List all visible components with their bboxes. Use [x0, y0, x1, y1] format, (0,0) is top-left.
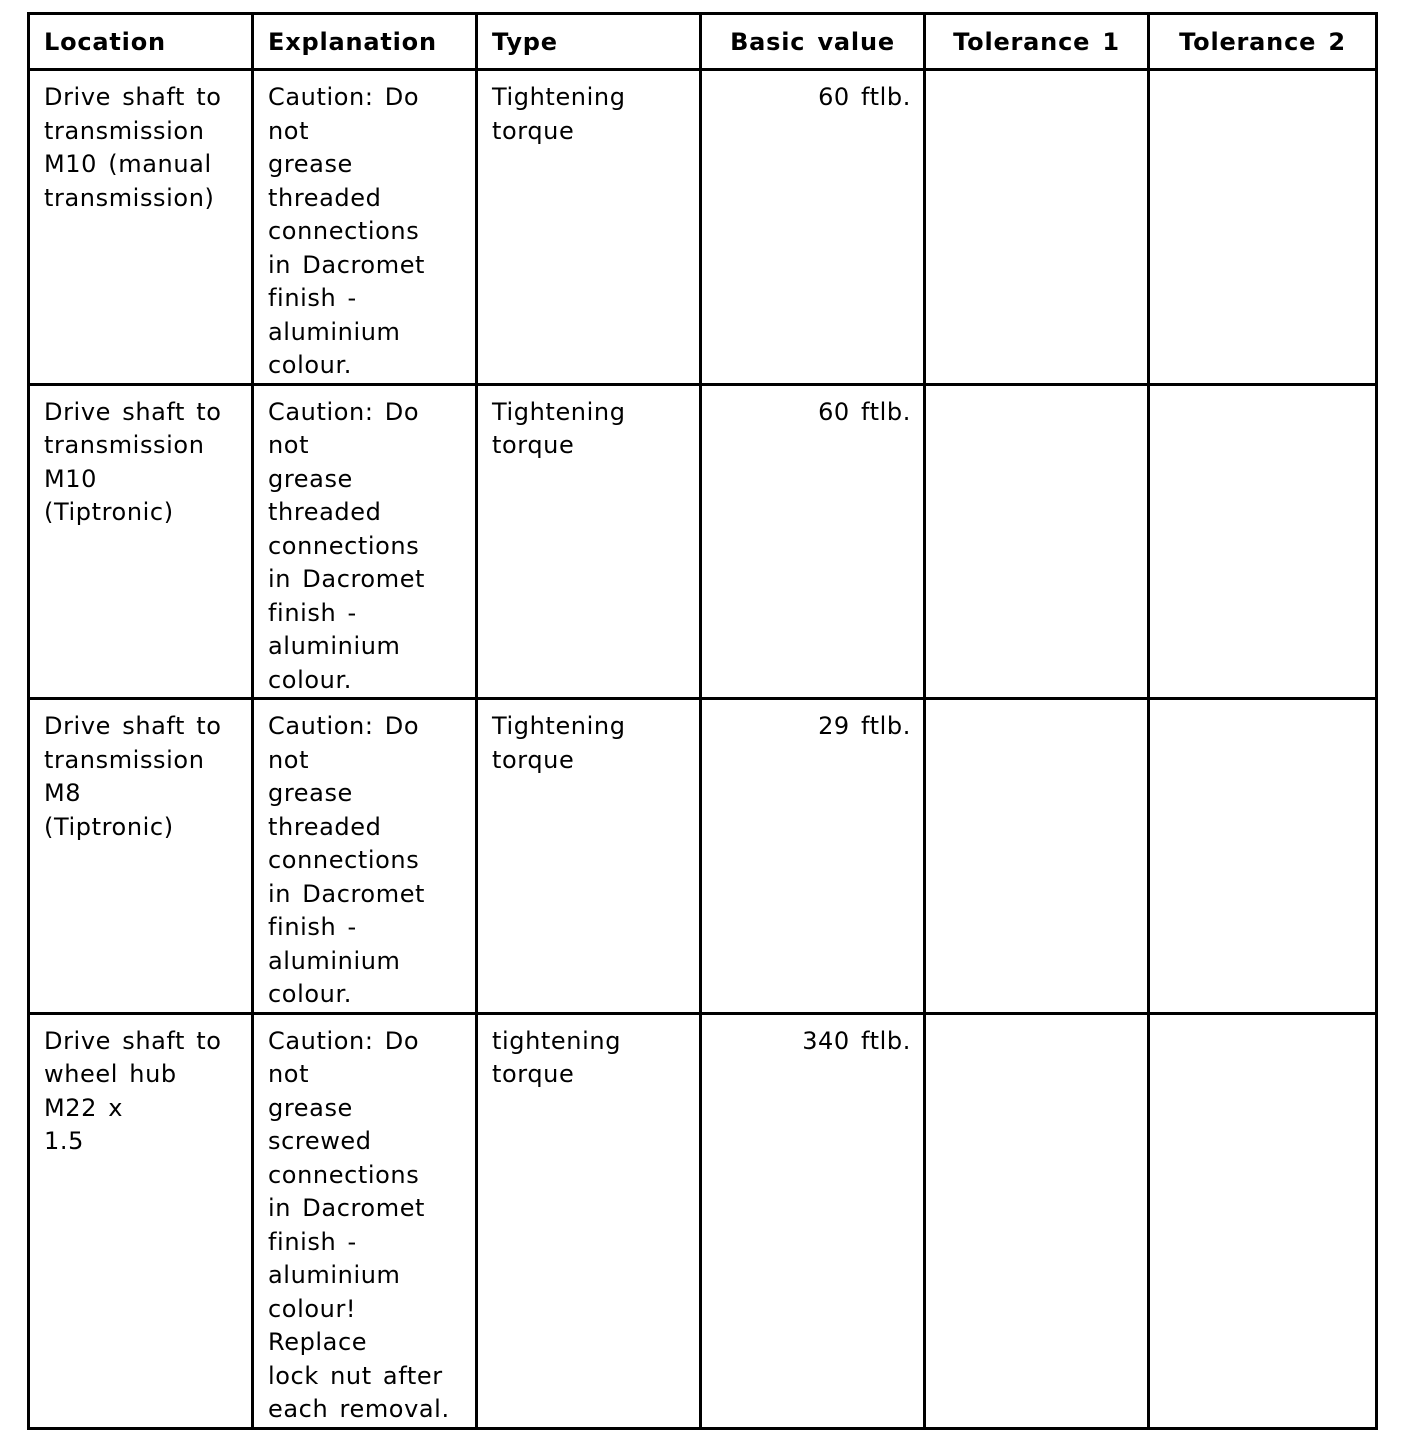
cell-location — [29, 1013, 253, 1428]
cell-explanation — [253, 699, 477, 1014]
cell-tolerance-1 — [925, 699, 1149, 1014]
cell-basic-value — [701, 384, 925, 699]
cell-tolerance-1 — [925, 70, 1149, 385]
header-basic-value: Basic value — [701, 14, 925, 70]
cell-tolerance-1 — [925, 1013, 1149, 1428]
explanation-text: Caution: Do not grease threaded connections in Dacromet finish - aluminium colour. — [268, 712, 426, 1008]
cell-explanation — [253, 384, 477, 699]
table-row — [29, 70, 1377, 385]
table-row — [29, 384, 1377, 699]
location-text: Drive shaft to transmission M10 (Tiptronic) — [44, 397, 222, 526]
table-row — [29, 699, 1377, 1014]
cell-explanation — [253, 70, 477, 385]
cell-type — [477, 1013, 701, 1428]
header-explanation: Explanation — [253, 14, 477, 70]
cell-tolerance-1 — [925, 384, 1149, 699]
cell-tolerance-2 — [1149, 699, 1377, 1014]
cell-explanation — [253, 1013, 477, 1428]
explanation-text: Caution: Do not grease threaded connections in Dacromet finish - aluminium colour. — [268, 397, 426, 694]
header-tolerance-1: Tolerance 1 — [925, 14, 1149, 70]
header-tolerance-2: Tolerance 2 — [1149, 14, 1377, 70]
header-location: Location — [29, 14, 253, 70]
location-text: Drive shaft to transmission M10 (manual transmission) — [44, 83, 222, 212]
cell-type — [477, 70, 701, 385]
table-header-row — [29, 14, 1377, 70]
cell-tolerance-2 — [1149, 70, 1377, 385]
explanation-text: Caution: Do not grease screwed connections in Dacromet finish - aluminium colour! Replace lock nut after each removal. — [268, 1026, 450, 1423]
header-type: Type — [477, 14, 701, 70]
explanation-text: Caution: Do not grease threaded connections in Dacromet finish - aluminium colour. — [268, 83, 426, 379]
cell-location — [29, 384, 253, 699]
basic-value-text: 340 ftlb. — [802, 1026, 911, 1055]
cell-type — [477, 699, 701, 1014]
cell-location — [29, 70, 253, 385]
type-text: Tightening torque — [492, 397, 626, 459]
cell-tolerance-2 — [1149, 1013, 1377, 1428]
cell-basic-value — [701, 699, 925, 1014]
location-text: Drive shaft to wheel hub M22 x 1.5 — [44, 1026, 222, 1155]
basic-value-text: 29 ftlb. — [818, 712, 911, 740]
torque-spec-table — [27, 12, 1378, 1430]
type-text: Tightening torque — [492, 83, 626, 145]
location-text: Drive shaft to transmission M8 (Tiptronic) — [44, 712, 222, 841]
type-text: tightening torque — [492, 1026, 622, 1088]
cell-basic-value — [701, 1013, 925, 1428]
basic-value-text: 60 ftlb. — [818, 397, 911, 426]
cell-location — [29, 699, 253, 1014]
cell-tolerance-2 — [1149, 384, 1377, 699]
type-text: Tightening torque — [492, 712, 626, 774]
table-row — [29, 1013, 1377, 1428]
cell-type — [477, 384, 701, 699]
basic-value-text: 60 ftlb. — [818, 83, 911, 111]
cell-basic-value — [701, 70, 925, 385]
